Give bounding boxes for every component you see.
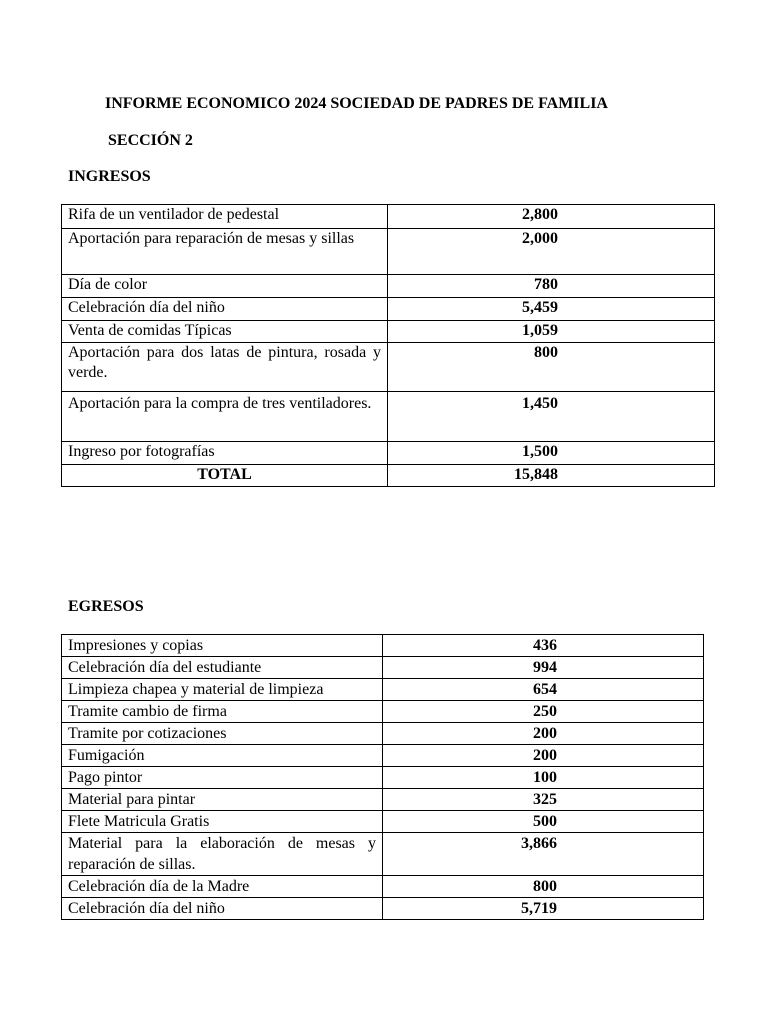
row-concept: Rifa de un ventilador de pedestal (62, 205, 388, 229)
table-row (62, 723, 704, 745)
row-amount: 1,450 (388, 392, 715, 442)
row-amount: 250 (383, 701, 704, 723)
table-row (62, 679, 704, 701)
row-concept: Material para pintar (62, 789, 383, 811)
row-amount: 1,500 (388, 442, 715, 465)
table-row (62, 392, 715, 442)
egresos-table (61, 634, 704, 920)
row-amount: 1,059 (388, 321, 715, 343)
table-row (62, 745, 704, 767)
row-concept: Impresiones y copias (62, 635, 383, 657)
table-row (62, 789, 704, 811)
egresos-heading: EGRESOS (68, 598, 144, 615)
table-row (62, 833, 704, 876)
row-concept: Celebración día de la Madre (62, 876, 383, 898)
row-amount: 2,800 (388, 205, 715, 229)
table-row (62, 767, 704, 789)
ingresos-table (61, 204, 715, 487)
row-amount: 325 (383, 789, 704, 811)
table-row (62, 275, 715, 298)
section-label: SECCIÓN 2 (108, 132, 193, 149)
row-amount: 500 (383, 811, 704, 833)
row-amount: 200 (383, 723, 704, 745)
table-row (62, 657, 704, 679)
row-amount: 3,866 (383, 833, 704, 876)
row-concept: Tramite por cotizaciones (62, 723, 383, 745)
row-concept: Aportación para la compra de tres ventiladores. (62, 392, 388, 442)
table-row (62, 229, 715, 275)
row-amount: 5,459 (388, 298, 715, 321)
ingresos-heading: INGRESOS (68, 168, 151, 185)
total-row (62, 465, 715, 487)
row-amount: 800 (383, 876, 704, 898)
document-title: INFORME ECONOMICO 2024 SOCIEDAD DE PADRES DE FAMILIA (105, 95, 608, 112)
row-amount: 436 (383, 635, 704, 657)
row-concept: Aportación para reparación de mesas y sillas (62, 229, 388, 275)
row-concept: Tramite cambio de firma (62, 701, 383, 723)
row-amount: 200 (383, 745, 704, 767)
row-amount: 994 (383, 657, 704, 679)
row-amount: 100 (383, 767, 704, 789)
row-concept: Celebración día del estudiante (62, 657, 383, 679)
row-amount: 800 (388, 343, 715, 392)
table-row (62, 635, 704, 657)
row-concept: Ingreso por fotografías (62, 442, 388, 465)
row-concept: Flete Matricula Gratis (62, 811, 383, 833)
row-concept: Día de color (62, 275, 388, 298)
row-amount: 654 (383, 679, 704, 701)
table-row (62, 442, 715, 465)
total-label: TOTAL (62, 465, 388, 487)
row-concept: Celebración día del niño (62, 298, 388, 321)
row-concept: Pago pintor (62, 767, 383, 789)
row-concept: Celebración día del niño (62, 898, 383, 920)
table-row (62, 343, 715, 392)
row-concept: Aportación para dos latas de pintura, rosada y verde. (62, 343, 388, 392)
table-row (62, 205, 715, 229)
row-concept: Limpieza chapea y material de limpieza (62, 679, 383, 701)
table-row (62, 701, 704, 723)
row-amount: 780 (388, 275, 715, 298)
total-amount: 15,848 (388, 465, 715, 487)
table-row (62, 321, 715, 343)
table-row (62, 811, 704, 833)
row-concept: Venta de comidas Típicas (62, 321, 388, 343)
row-concept: Material para la elaboración de mesas y reparación de sillas. (62, 833, 383, 876)
table-row (62, 898, 704, 920)
row-amount: 2,000 (388, 229, 715, 275)
table-row (62, 876, 704, 898)
table-row (62, 298, 715, 321)
row-amount: 5,719 (383, 898, 704, 920)
row-concept: Fumigación (62, 745, 383, 767)
